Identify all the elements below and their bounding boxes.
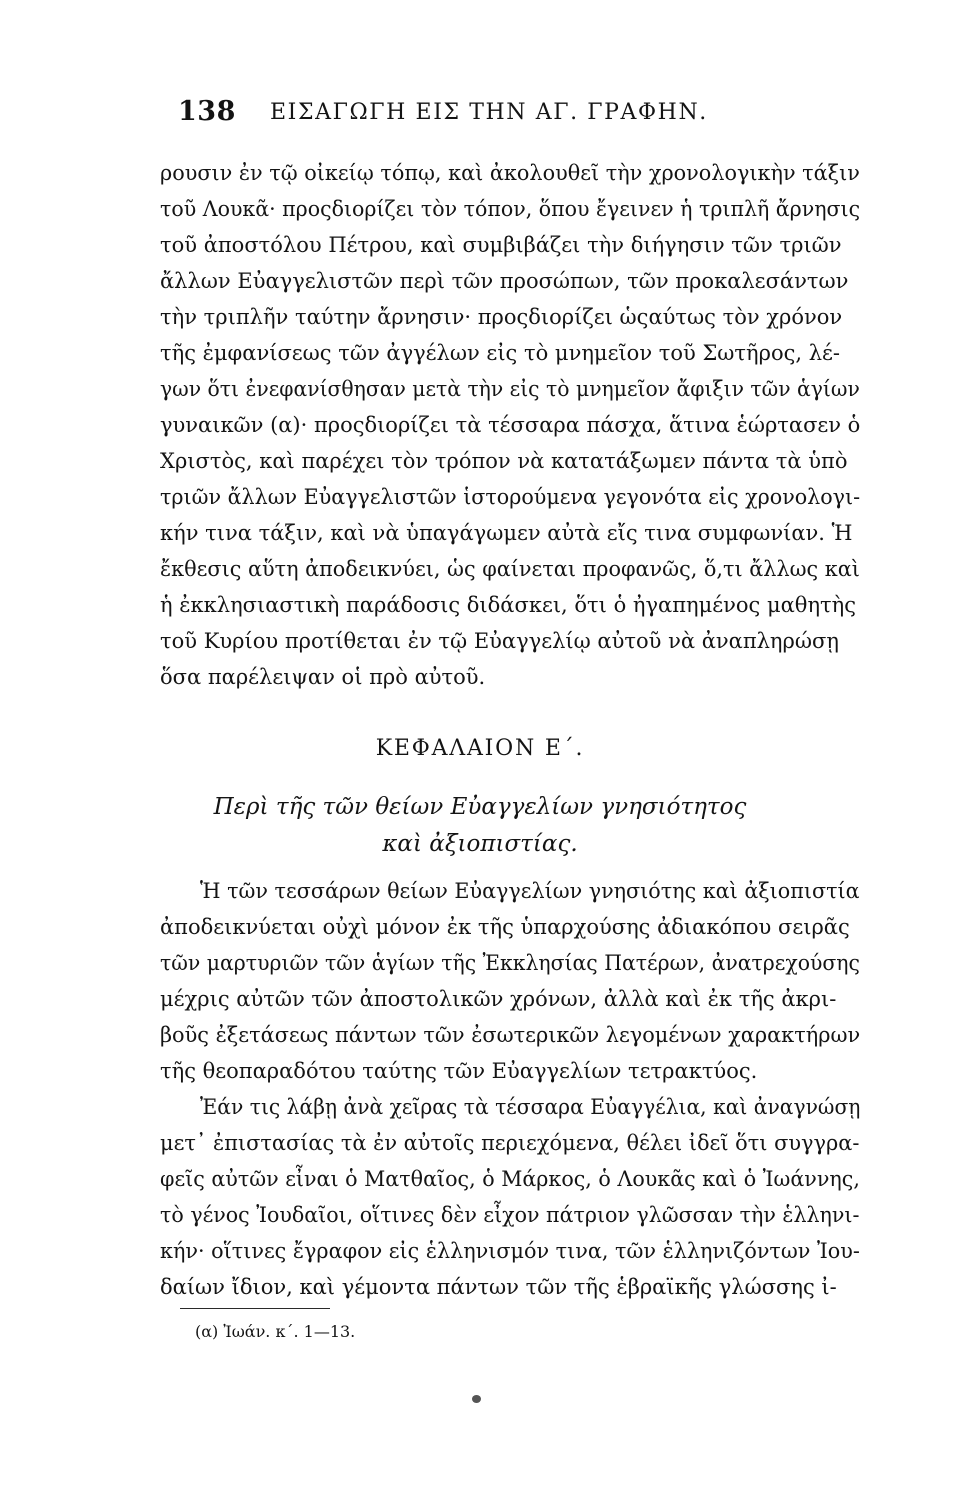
text-line: γων ὅτι ἐνεφανίσθησαν μετὰ τὴν εἰς τὸ μνημεῖον ἄφιξιν τῶν ἁγίων bbox=[160, 377, 860, 401]
text-line: τοῦ Κυρίου προτίθεται ἐν τῷ Εὐαγγελίῳ αὐτοῦ νὰ ἀναπληρώσῃ bbox=[160, 629, 839, 653]
text-line: ἀποδεικνύεται οὐχὶ μόνον ἐκ τῆς ὑπαρχούσης ἀδιακόπου σειρᾶς bbox=[160, 915, 850, 939]
footnote: (α) Ἰωάν. κ΄. 1—13. bbox=[195, 1322, 356, 1341]
text-line: Χριστὸς, καὶ παρέχει τὸν τρόπον νὰ κατατάξωμεν πάντα τὰ ὑπὸ bbox=[160, 449, 848, 473]
text-line: Ἡ τῶν τεσσάρων θείων Εὐαγγελίων γνησιότης καὶ ἀξιοπιστία bbox=[200, 879, 860, 903]
text-line: τοῦ ἀποστόλου Πέτρου, καὶ συμβιβάζει τὴν διήγησιν τῶν τριῶν bbox=[160, 233, 842, 257]
text-line: ἔκθεσις αὕτη ἀποδεικνύει, ὡς φαίνεται προφανῶς, ὅ,τι ἄλλως καὶ bbox=[160, 557, 860, 581]
footnote-rule bbox=[180, 1308, 330, 1309]
text-line: τῆς θεοπαραδότου ταύτης τῶν Εὐαγγελίων τετρακτύος. bbox=[160, 1059, 758, 1083]
text-line: μετ᾽ ἐπιστασίας τὰ ἐν αὐτοῖς περιεχόμενα, θέλει ἰδεῖ ὅτι συγγρα- bbox=[160, 1131, 860, 1155]
text-line: ἡ ἐκκλησιαστικὴ παράδοσις διδάσκει, ὅτι ὁ ἠγαπημένος μαθητὴς bbox=[160, 593, 856, 617]
text-line: τῶν μαρτυριῶν τῶν ἁγίων τῆς Ἐκκλησίας Πατέρων, ἀνατρεχούσης bbox=[160, 951, 860, 975]
text-line: τῆς ἐμφανίσεως τῶν ἀγγέλων εἰς τὸ μνημεῖον τοῦ Σωτῆρος, λέ- bbox=[160, 341, 841, 365]
text-line: τὴν τριπλῆν ταύτην ἄρνησιν· προςδιορίζει ὡςαύτως τὸν χρόνον bbox=[160, 305, 843, 329]
text-line: κήν τινα τάξιν, καὶ νὰ ὑπαγάγωμεν αὐτὰ εἴς τινα συμφωνίαν. Ἡ bbox=[160, 521, 853, 545]
text-line: μέχρις αὐτῶν τῶν ἀποστολικῶν χρόνων, ἀλλὰ καὶ ἐκ τῆς ἀκρι- bbox=[160, 987, 837, 1011]
text-line: ρουσιν ἐν τῷ οἰκείῳ τόπῳ, καὶ ἀκολουθεῖ τὴν χρονολογικὴν τάξιν bbox=[160, 161, 860, 185]
text-line: δαίων ἴδιον, καὶ γέμοντα πάντων τῶν τῆς ἑβραϊκῆς γλώσσης ἰ- bbox=[160, 1275, 837, 1299]
text-line: τὸ γένος Ἰουδαῖοι, οἵτινες δὲν εἶχον πάτριον γλῶσσαν τὴν ἑλληνι- bbox=[160, 1203, 860, 1227]
text-line: τριῶν ἄλλων Εὐαγγελιστῶν ἱστορούμενα γεγονότα εἰς χρονολογι- bbox=[160, 485, 861, 509]
page-number: 138 bbox=[178, 96, 236, 127]
text-line: φεῖς αὐτῶν εἶναι ὁ Ματθαῖος, ὁ Μάρκος, ὁ Λουκᾶς καὶ ὁ Ἰωάννης, bbox=[160, 1167, 860, 1191]
text-line: ὅσα παρέλειψαν οἱ πρὸ αὐτοῦ. bbox=[160, 665, 486, 689]
running-head bbox=[178, 96, 868, 136]
text-line: γυναικῶν (α)· προςδιορίζει τὰ τέσσαρα πάσχα, ἅτινα ἑώρτασεν ὁ bbox=[160, 413, 861, 437]
text-line: ἄλλων Εὐαγγελιστῶν περὶ τῶν προσώπων, τῶν προκαλεσάντων bbox=[160, 269, 849, 293]
text-line: Ἐάν τις λάβῃ ἀνὰ χεῖρας τὰ τέσσαρα Εὐαγγέλια, καὶ ἀναγνώσῃ bbox=[200, 1095, 861, 1119]
ink-speck bbox=[472, 1395, 481, 1403]
running-title: ΕΙΣΑΓΩΓΗ ΕΙΣ ΤΗΝ ΑΓ. ΓΡΑΦΗΝ. bbox=[270, 100, 708, 125]
text-line: βοῦς ἐξετάσεως πάντων τῶν ἐσωτερικῶν λεγομένων χαρακτήρων bbox=[160, 1023, 861, 1047]
chapter-subtitle: Περὶ τῆς τῶν θείων Εὐαγγελίων γνησιότητος bbox=[213, 794, 747, 820]
chapter-subtitle-continued: καὶ ἀξιοπιστίας. bbox=[382, 831, 578, 857]
chapter-heading: ΚΕΦΑΛΑΙΟΝ Ε΄. bbox=[375, 736, 585, 761]
text-line: τοῦ Λουκᾶ· προςδιορίζει τὸν τόπον, ὅπου ἔγεινεν ἡ τριπλῆ ἄρνησις bbox=[160, 197, 861, 221]
text-line: κήν· οἵτινες ἔγραφον εἰς ἑλληνισμόν τινα, τῶν ἑλληνιζόντων Ἰου- bbox=[160, 1239, 860, 1263]
